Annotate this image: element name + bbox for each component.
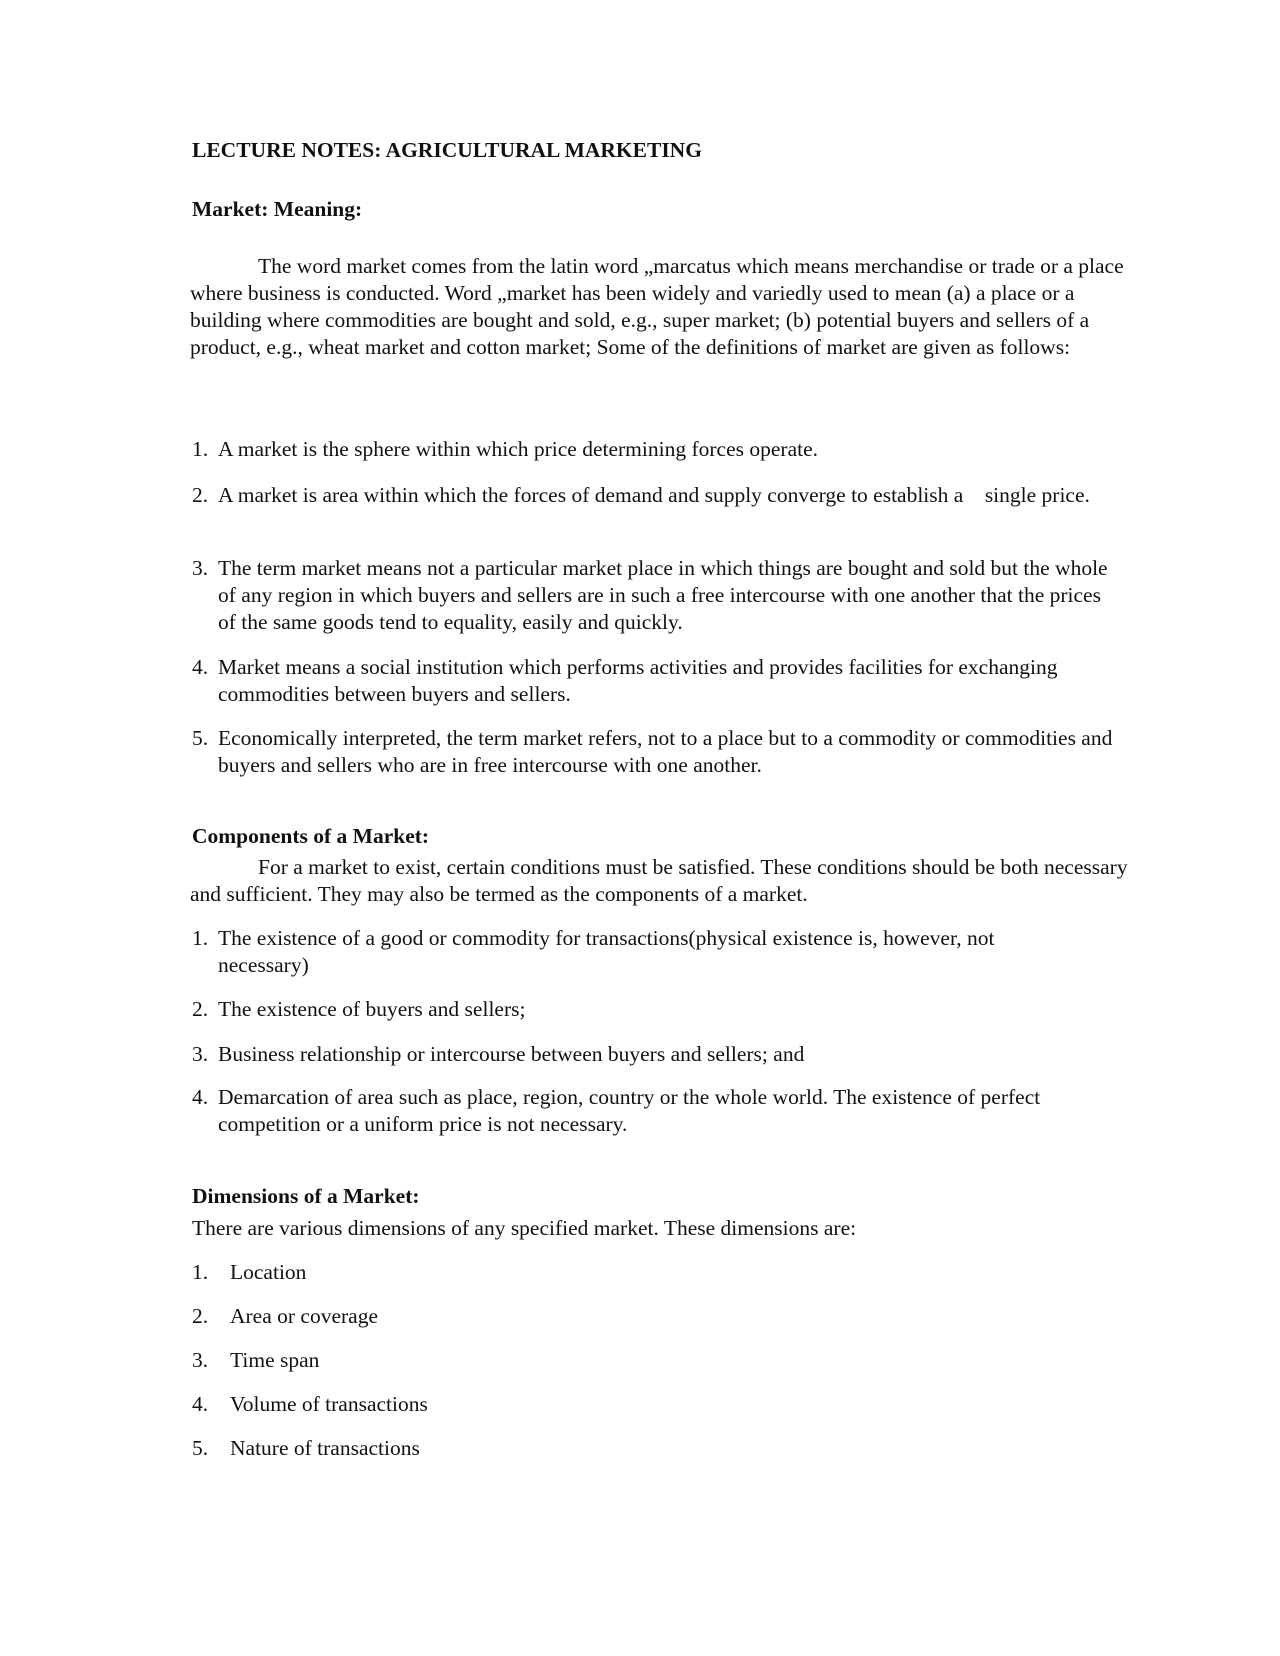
list-number: 5. — [192, 1436, 209, 1460]
list-text: The term market means not a particular market place in which things are bought and sold but the whole of any region in which buyers and sellers are in such a free intercourse with one another that the prices of the same goods tend to equality, easily and quickly. — [218, 556, 1108, 634]
list-item — [192, 1041, 1122, 1068]
paragraph-dimensions-intro: There are various dimensions of any specified market. These dimensions are: — [192, 1216, 857, 1240]
list-number: 4. — [192, 1085, 209, 1109]
list-text: Nature of transactions — [230, 1436, 420, 1460]
list-number: 5. — [192, 726, 209, 750]
list-number: 4. — [192, 1392, 209, 1416]
list-number: 1. — [192, 1260, 209, 1284]
list-item — [192, 1303, 1122, 1330]
list-item — [192, 1435, 1122, 1462]
list-number: 2. — [192, 1304, 209, 1328]
list-text: Area or coverage — [230, 1304, 379, 1328]
list-item — [192, 654, 1122, 708]
list-text: A market is the sphere within which price determining forces operate. — [218, 437, 819, 461]
list-number: 3. — [192, 1042, 209, 1066]
document-title: LECTURE NOTES: AGRICULTURAL MARKETING — [192, 138, 702, 162]
list-text: Time span — [230, 1348, 320, 1372]
list-text: Demarcation of area such as place, region, country or the whole world. The existence of perfect competition or a uniform price is not necessary. — [218, 1085, 1041, 1136]
list-text: The existence of a good or commodity for transactions(physical existence is, however, not necessary) — [218, 926, 995, 977]
list-text: Market means a social institution which performs activities and provides facilities for exchanging commodities between buyers and sellers. — [218, 655, 1058, 706]
list-number: 3. — [192, 556, 209, 580]
list-item — [192, 925, 1122, 979]
list-text: The existence of buyers and sellers; — [218, 997, 526, 1021]
list-text: Economically interpreted, the term market refers, not to a place but to a commodity or commodities and buyers and sellers who are in free intercourse with one another. — [218, 726, 1113, 777]
list-item — [192, 1391, 1122, 1418]
list-item — [192, 1259, 1122, 1286]
list-item — [192, 996, 1122, 1023]
list-text: Location — [230, 1260, 307, 1284]
paragraph-market-meaning: The word market comes from the latin word „marcatus which means merchandise or trade or a place where business is conducted. Word „market has been widely and variedly used to mean (a) a place or a building where commodities are bought and sold, e.g., super market; (b) potential buyers and sellers of a product, e.g., wheat market and cotton market; Some of the definitions of market are given as follows: — [190, 254, 1124, 359]
list-number: 1. — [192, 437, 209, 461]
list-item — [192, 1084, 1122, 1138]
list-item — [192, 555, 1122, 636]
list-item — [192, 1347, 1122, 1374]
heading-components: Components of a Market: — [192, 824, 430, 848]
paragraph-components: For a market to exist, certain conditions must be satisfied. These conditions should be both necessary and sufficient. They may also be termed as the components of a market. — [190, 855, 1128, 906]
list-item — [192, 482, 1122, 509]
list-text: Volume of transactions — [230, 1392, 428, 1416]
list-number: 1. — [192, 926, 209, 950]
list-item — [192, 436, 1122, 463]
list-number: 3. — [192, 1348, 209, 1372]
list-text: Business relationship or intercourse between buyers and sellers; and — [218, 1042, 805, 1066]
list-text: A market is area within which the forces of demand and supply converge to establish a single price. — [218, 483, 1090, 507]
list-item — [192, 725, 1122, 779]
heading-dimensions: Dimensions of a Market: — [192, 1184, 420, 1208]
list-number: 4. — [192, 655, 209, 679]
list-number: 2. — [192, 997, 209, 1021]
heading-market-meaning: Market: Meaning: — [192, 197, 363, 221]
list-number: 2. — [192, 483, 209, 507]
